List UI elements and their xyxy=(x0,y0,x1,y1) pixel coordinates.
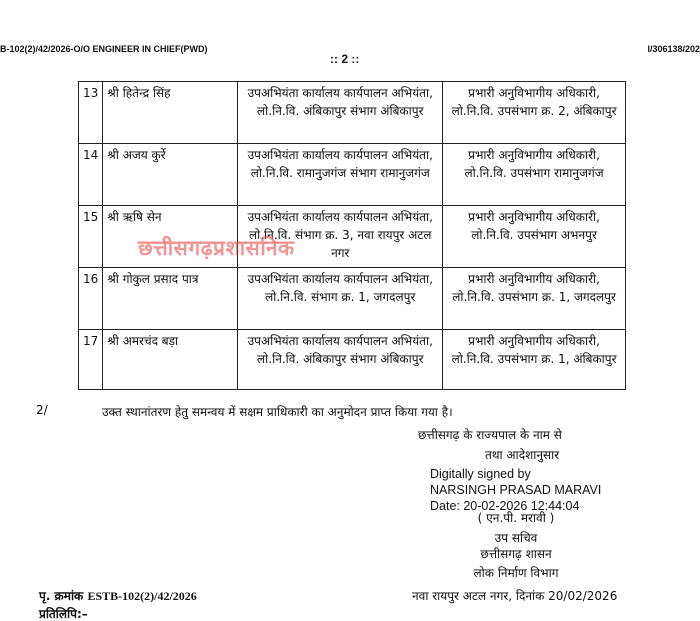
file-reference: B-102(2)/42/2026-O/O ENGINEER IN CHIEF(PWD) xyxy=(0,44,208,54)
current-posting: उपअभियंता कार्यालय कार्यपालन अभियंता, लो.नि.वि. अंबिकापुर संभाग अंबिकापुर xyxy=(238,82,443,144)
current-posting: उपअभियंता कार्यालय कार्यपालन अभियंता, लो.नि.वि. संभाग क्र. 3, नवा रायपुर अटल नगर xyxy=(238,206,443,268)
serial-number: 14 xyxy=(79,144,103,206)
new-posting: प्रभारी अनुविभागीय अधिकारी, लो.नि.वि. उपसंभाग क्र. 1, अंबिकापुर xyxy=(443,330,626,390)
employee-name: श्री गोकुल प्रसाद पात्र xyxy=(103,268,238,330)
table-row xyxy=(79,330,626,390)
employee-name: श्री अमरचंद बड़ा xyxy=(103,330,238,390)
endorsement-code: ESTB-102(2)/42/2026 xyxy=(87,589,197,603)
table-row xyxy=(79,82,626,144)
new-posting: प्रभारी अनुविभागीय अधिकारी, लो.नि.वि. उपसंभाग अभनपुर xyxy=(443,206,626,268)
place-date: नवा रायपुर अटल नगर, दिनांक 20/02/2026 xyxy=(412,589,618,603)
endorsement-number xyxy=(39,587,197,604)
serial-number: 17 xyxy=(79,330,103,390)
employee-name: श्री हितेन्द्र सिंह xyxy=(103,82,238,144)
approval-paragraph: उक्त स्थानांतरण हेतु समन्वय में सक्षम प्राधिकारी का अनुमोदन प्राप्त किया गया है। xyxy=(102,405,453,419)
digital-signature xyxy=(430,466,601,514)
government-name: छत्तीसगढ़ शासन xyxy=(480,547,552,561)
paragraph-number: 2/ xyxy=(36,403,48,417)
order-authority-line: तथा आदेशानुसार xyxy=(485,448,560,462)
new-posting: प्रभारी अनुविभागीय अधिकारी, लो.नि.वि. उपसंभाग क्र. 1, जगदलपुर xyxy=(443,268,626,330)
table-row xyxy=(79,144,626,206)
employee-name: श्री ऋषि सेन xyxy=(103,206,238,268)
digital-signature-line: Digitally signed by xyxy=(430,467,531,481)
new-posting: प्रभारी अनुविभागीय अधिकारी, लो.नि.वि. उपसंभाग क्र. 2, अंबिकापुर xyxy=(443,82,626,144)
employee-name: श्री अजय कुर्रे xyxy=(103,144,238,206)
serial-number: 16 xyxy=(79,268,103,330)
endorsement-label: पृ. क्रमांक xyxy=(39,589,84,603)
current-posting: उपअभियंता कार्यालय कार्यपालन अभियंता, लो.नि.वि. संभाग क्र. 1, जगदलपुर xyxy=(238,268,443,330)
current-posting: उपअभियंता कार्यालय कार्यपालन अभियंता, लो.नि.वि. अंबिकापुर संभाग अंबिकापुर xyxy=(238,330,443,390)
officer-name: ( एन.पी. मरावी ) xyxy=(477,511,555,525)
watermark: छत्तीसगढ़प्रशासनिक xyxy=(138,236,295,260)
page-number: :: 2 :: xyxy=(330,52,360,66)
current-posting: उपअभियंता कार्यालय कार्यपालन अभियंता, लो.नि.वि. रामानुजगंज संभाग रामानुजगंज xyxy=(238,144,443,206)
serial-number: 13 xyxy=(79,82,103,144)
department-name: लोक निर्माण विभाग xyxy=(473,566,559,580)
copy-to-label: प्रतिलिपि:– xyxy=(39,607,88,621)
officer-designation: उप सचिव xyxy=(494,531,538,545)
serial-number: 15 xyxy=(79,206,103,268)
governor-line: छत्तीसगढ़ के राज्यपाल के नाम से xyxy=(418,428,562,442)
new-posting: प्रभारी अनुविभागीय अधिकारी, लो.नि.वि. उपसंभाग रामानुजगंज xyxy=(443,144,626,206)
document-id: I/306138/202 xyxy=(647,44,700,54)
table-row xyxy=(79,268,626,330)
digital-signature-date: Date: 20-02-2026 12:44:04 xyxy=(430,499,580,513)
digital-signature-signer: NARSINGH PRASAD MARAVI xyxy=(430,483,602,497)
